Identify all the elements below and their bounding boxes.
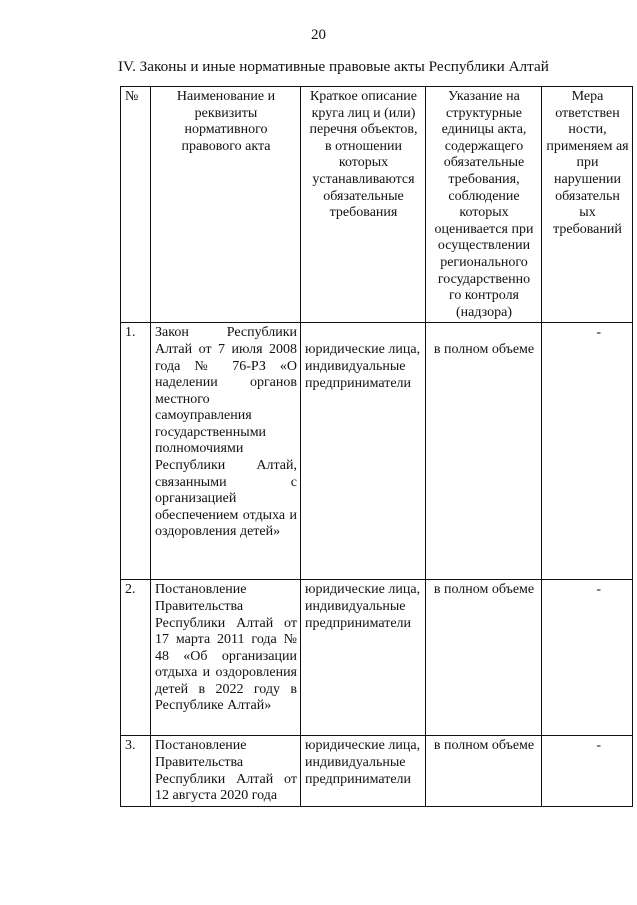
liability-value: - <box>596 325 601 341</box>
header-number: № <box>121 87 151 323</box>
table-row <box>121 736 633 806</box>
act-name: Постановление Правительства Республики Алтай от 12 августа 2020 года <box>151 736 301 806</box>
row-number: 3. <box>121 736 151 806</box>
persons-description: юридические лица, индивидуальные предприниматели <box>301 323 426 580</box>
row-number: 2. <box>121 580 151 736</box>
header-act-name: Наименование и реквизиты нормативного правового акта <box>151 87 301 323</box>
table-row <box>121 580 633 736</box>
header-persons: Краткое описание круга лиц и (или) перечня объектов, в отношении которых устанавливаются обязательные требования <box>301 87 426 323</box>
act-name: Закон Республики Алтай от 7 июля 2008 года № 76-РЗ «О наделении органов местного самоуправления государственными полномочиями Республики Алтай, связанными с организацией обеспечением отдыха и оздоровления детей» <box>151 323 301 580</box>
liability-value: - <box>596 582 601 598</box>
header-liability: Мера ответствен ности, применяем ая при нарушении обязательн ых требований <box>542 87 633 323</box>
liability-measure <box>542 736 633 806</box>
structural-units: в полном объеме <box>426 736 542 806</box>
acts-table <box>120 86 633 807</box>
persons-description: юридические лица, индивидуальные предприниматели <box>301 736 426 806</box>
page-number: 20 <box>311 27 326 43</box>
persons-description: юридические лица, индивидуальные предприниматели <box>301 580 426 736</box>
liability-measure <box>542 580 633 736</box>
table-header-row <box>121 87 633 323</box>
structural-units: в полном объеме <box>426 323 542 580</box>
act-name: Постановление Правительства Республики Алтай от 17 марта 2011 года № 48 «Об организации отдыха и оздоровления детей в 2022 году в Республике Алтай» <box>151 580 301 736</box>
liability-value: - <box>596 738 601 754</box>
structural-units: в полном объеме <box>426 580 542 736</box>
table-row <box>121 323 633 580</box>
liability-measure <box>542 323 633 580</box>
row-number: 1. <box>121 323 151 580</box>
header-structural-units: Указание на структурные единицы акта, содержащего обязательные требования, соблюдение которых оценивается при осуществлении регионального государственно го контроля (надзора) <box>426 87 542 323</box>
section-title: IV. Законы и иные нормативные правовые акты Республики Алтай <box>118 58 549 75</box>
